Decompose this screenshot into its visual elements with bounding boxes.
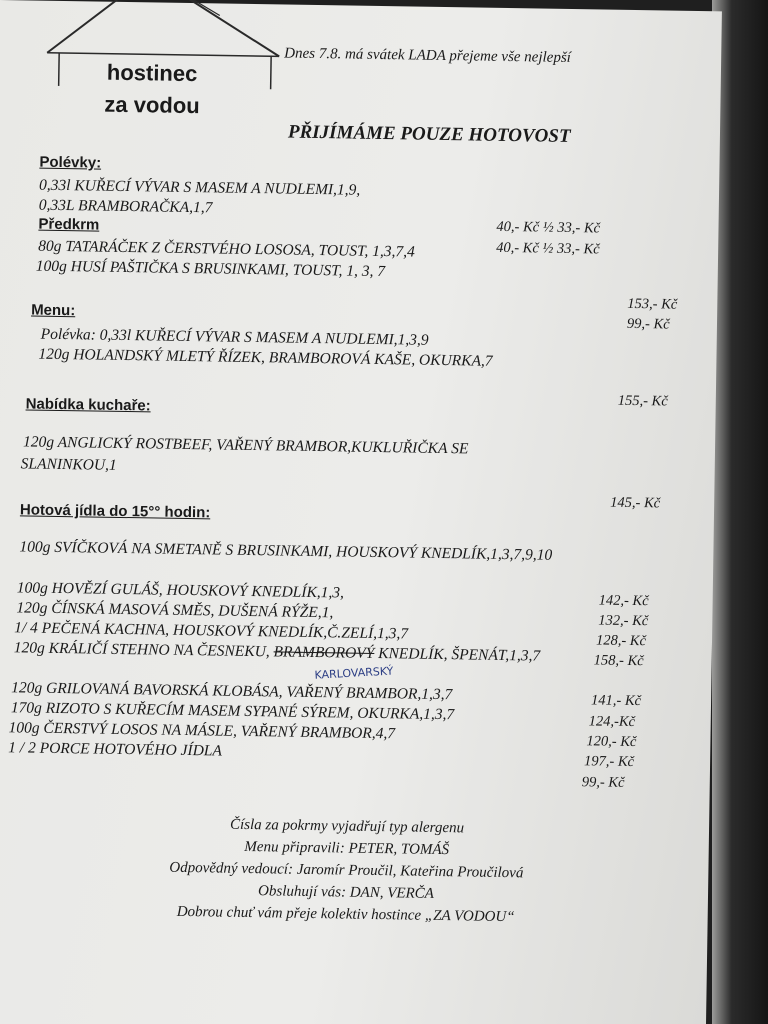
payment-notice: PŘIJÍMÁME POUZE HOTOVOST bbox=[287, 121, 571, 147]
item-price: 145,- Kč bbox=[610, 494, 661, 512]
section-heading-chef: Nabídka kuchaře: bbox=[25, 395, 151, 415]
item-price: 158,- Kč bbox=[593, 652, 644, 670]
chef-line1: 120g ANGLICKÝ ROSTBEEF, VAŘENÝ BRAMBOR,KUKLUŘIČKA SE bbox=[22, 433, 469, 458]
footer-line: Čísla za pokrmy vyjadřují typ alergenu bbox=[229, 816, 465, 837]
section-heading-menu: Menu: bbox=[31, 301, 76, 320]
section-heading-ready-meals: Hotová jídla do 15°° hodin: bbox=[19, 501, 211, 522]
menu-soup-line: Polévka: 0,33l KUŘECÍ VÝVAR S MASEM A NUDLEMI,1,3,9 bbox=[40, 325, 429, 349]
menu-item: 80g TATARÁČEK Z ČERSTVÉHO LOSOSA, TOUST, 1,3,7,4 bbox=[38, 237, 416, 261]
footer-line: Menu připravili: PETER, TOMÁŠ bbox=[244, 838, 450, 859]
item-price: 197,- Kč bbox=[583, 753, 635, 771]
footer-line: Dobrou chuť vám přeje kolektiv hostince „ZA VODOU“ bbox=[176, 903, 515, 926]
rabbit-text-start: 120g KRÁLIČÍ STEHNO NA ČESNEKU, bbox=[13, 639, 274, 661]
menu-item-rabbit bbox=[14, 640, 541, 664]
menu-item: 100g HOVĚZÍ GULÁŠ, HOUSKOVÝ KNEDLÍK,1,3, bbox=[16, 579, 345, 602]
item-price: 40,- Kč ½ 33,- Kč bbox=[496, 218, 601, 237]
logo-line1: hostinec bbox=[106, 59, 198, 87]
menu-item: 120g GRILOVANÁ BAVORSKÁ KLOBÁSA, VAŘENÝ BRAMBOR,1,3,7 bbox=[11, 679, 453, 704]
menu-main-line: 120g HOLANDSKÝ MLETÝ ŘÍZEK, BRAMBOROVÁ KAŠE, OKURKA,7 bbox=[38, 345, 493, 370]
menu-item: 1 / 2 PORCE HOTOVÉHO JÍDLA bbox=[8, 739, 223, 760]
menu-item: 1/ 4 PEČENÁ KACHNA, HOUSKOVÝ KNEDLÍK,Č.ZELÍ,1,3,7 bbox=[14, 619, 409, 643]
menu-item: 120g ČÍNSKÁ MASOVÁ SMĚS, DUŠENÁ RÝŽE,1, bbox=[16, 599, 334, 622]
footer-line: Obsluhují vás: DAN, VERČA bbox=[257, 883, 435, 902]
menu-item: 170g RIZOTO S KUŘECÍM MASEM SYPANÉ SÝREM, OKURKA,1,3,7 bbox=[10, 699, 455, 724]
featured-item: 100g SVÍČKOVÁ NA SMETANĚ S BRUSINKAMI, HOUSKOVÝ KNEDLÍK,1,3,7,9,10 bbox=[19, 538, 553, 564]
extra-price: 99,- Kč bbox=[581, 774, 625, 791]
section-heading-soups: Polévky: bbox=[39, 153, 102, 172]
item-price: 153,- Kč bbox=[627, 295, 678, 313]
menu-item: 100g HUSÍ PAŠTIČKA S BRUSINKAMI, TOUST, 1, 3, 7 bbox=[35, 257, 386, 281]
menu-item: 0,33L BRAMBORAČKA,1,7 bbox=[38, 196, 213, 217]
handwritten-correction: KARLOVARSKÝ bbox=[314, 664, 394, 682]
item-price: 120,- Kč bbox=[586, 733, 637, 751]
section-heading-starters: Předkrm bbox=[38, 215, 100, 234]
item-price: 155,- Kč bbox=[617, 392, 668, 410]
item-price: 128,- Kč bbox=[595, 632, 647, 650]
announcement: Dnes 7.8. má svátek LADA přejeme vše nejlepší bbox=[284, 45, 572, 66]
item-price: 124,-Kč bbox=[588, 713, 636, 731]
footer-line: Odpovědný vedoucí: Jaromír Proučil, Kateřina Proučilová bbox=[169, 859, 524, 882]
menu-item: 100g ČERSTVÝ LOSOS NA MÁSLE, VAŘENÝ BRAMBOR,4,7 bbox=[8, 719, 396, 743]
chef-line2: SLANINKOU,1 bbox=[20, 455, 117, 474]
rabbit-text-end: KNEDLÍK, ŠPENÁT,1,3,7 bbox=[374, 644, 541, 665]
item-price: 132,- Kč bbox=[598, 612, 649, 630]
item-price: 40,- Kč ½ 33,- Kč bbox=[496, 239, 600, 258]
item-price: 142,- Kč bbox=[598, 592, 649, 610]
page-edge bbox=[712, 0, 768, 1024]
logo-line2: za vodou bbox=[104, 91, 200, 119]
item-price: 99,- Kč bbox=[626, 315, 670, 333]
menu-item: 0,33l KUŘECÍ VÝVAR S MASEM A NUDLEMI,1,9, bbox=[38, 176, 361, 199]
struck-word: BRAMBOROVÝ bbox=[273, 643, 375, 662]
item-price: 141,- Kč bbox=[590, 692, 642, 710]
